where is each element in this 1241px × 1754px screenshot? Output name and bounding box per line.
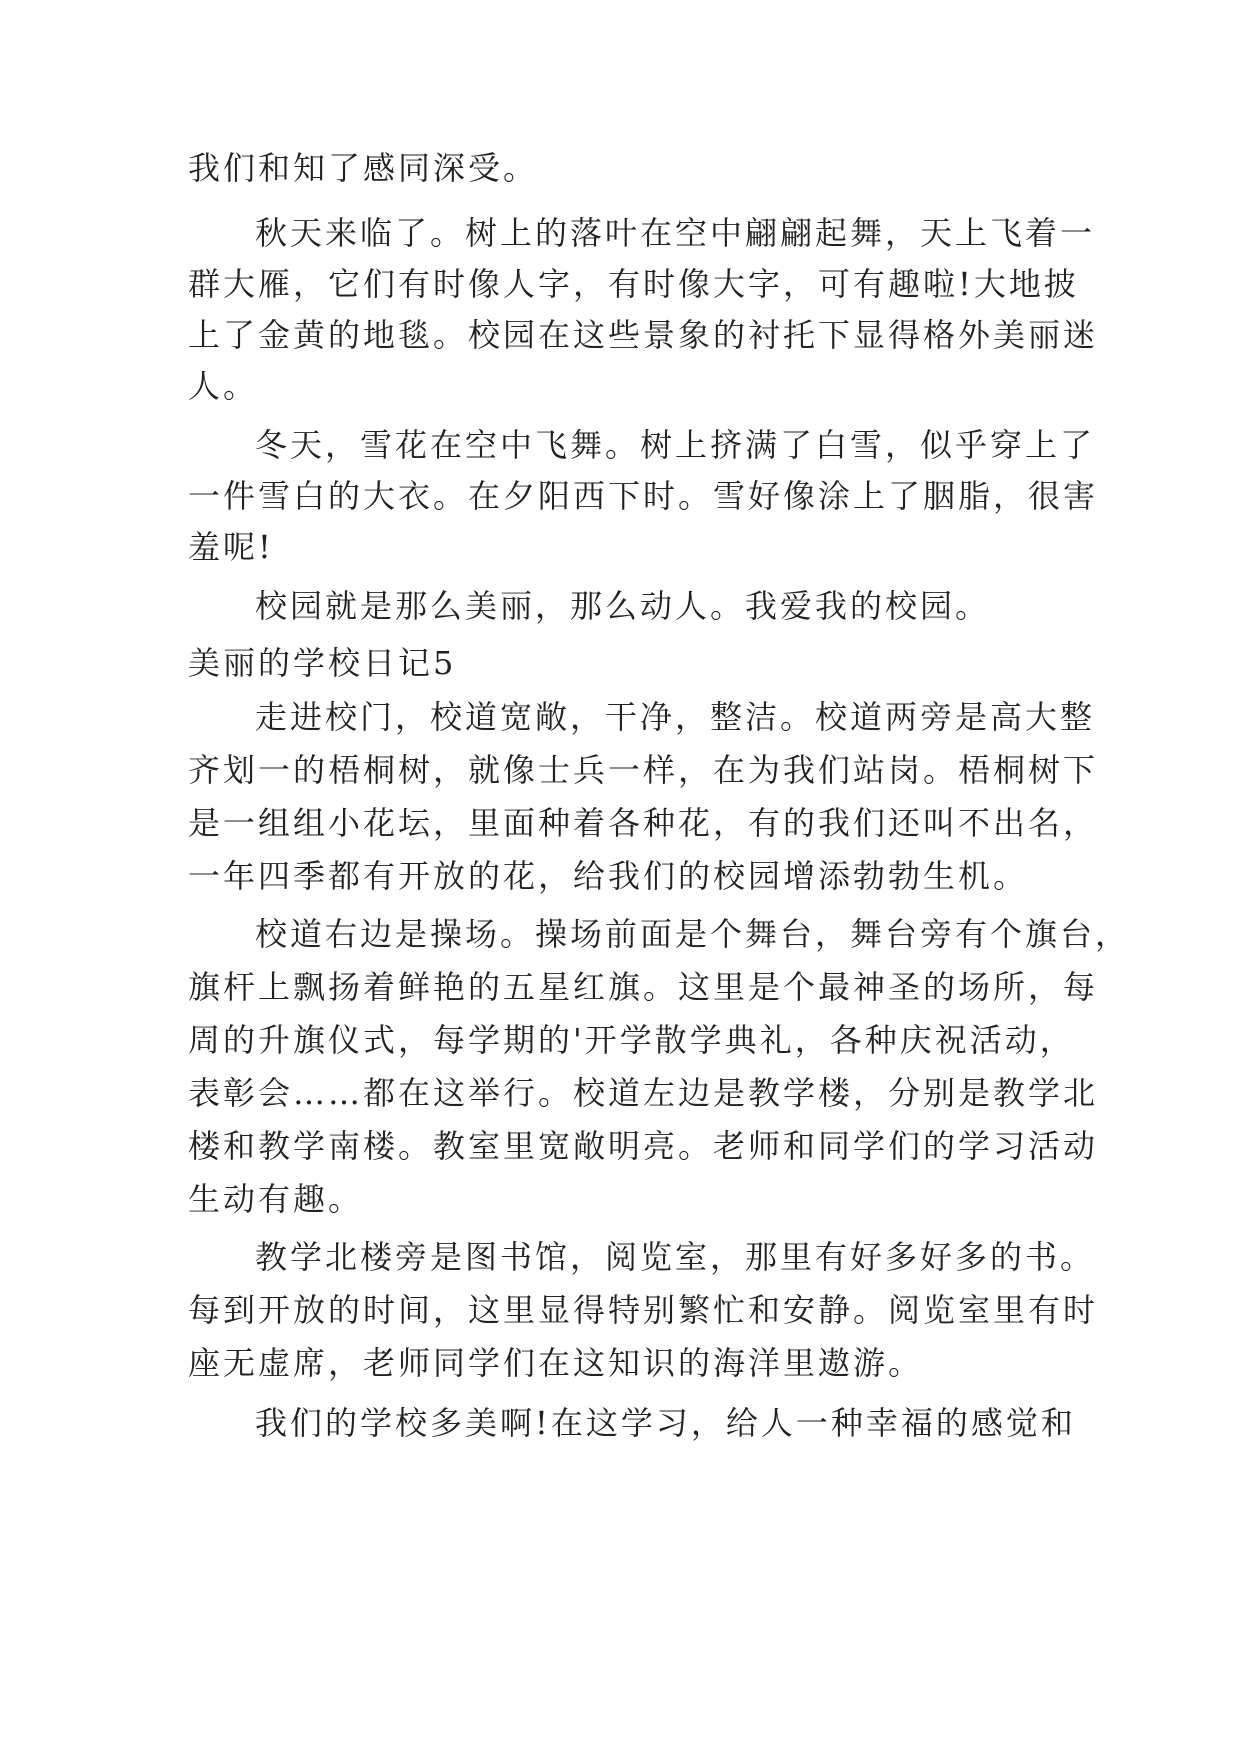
paragraph-start: 冬天，雪花在空中飞舞。树上挤满了白雪，似乎穿上了 [255, 426, 1096, 464]
text-line: 一年四季都有开放的花，给我们的校园增添勃勃生机。 [188, 857, 1029, 895]
text-line: 周的升旗仪式，每学期的'开学散学典礼，各种庆祝活动， [188, 1021, 1075, 1059]
paragraph-start: 我们的学校多美啊!在这学习，给人一种幸福的感觉和 [255, 1404, 1076, 1442]
text-line: 群大雁，它们有时像人字，有时像大字，可有趣啦!大地披 [188, 265, 1079, 303]
text-line: 表彰会……都在这举行。校道左边是教学楼，分别是教学北 [188, 1074, 1099, 1112]
text-line: 楼和教学南楼。教室里宽敞明亮。老师和同学们的学习活动 [188, 1127, 1099, 1165]
text-line: 旗杆上飘扬着鲜艳的五星红旗。这里是个最神圣的场所，每 [188, 968, 1099, 1006]
text-line: 羞呢! [188, 528, 274, 566]
paragraph-start: 秋天来临了。树上的落叶在空中翩翩起舞，天上飞着一 [255, 214, 1096, 252]
text-line: 人。 [188, 367, 259, 405]
text-line: 齐划一的梧桐树，就像士兵一样，在为我们站岗。梧桐树下 [188, 751, 1099, 789]
text-line: 一件雪白的大衣。在夕阳西下时。雪好像涂上了胭脂，很害 [188, 477, 1099, 515]
text-line: 我们和知了感同深受。 [188, 149, 539, 187]
text-line: 生动有趣。 [188, 1180, 364, 1218]
text-line: 上了金黄的地毯。校园在这些景象的衬托下显得格外美丽迷 [188, 316, 1099, 354]
text-line: 是一组组小花坛，里面种着各种花，有的我们还叫不出名， [188, 804, 1099, 842]
paragraph-start: 走进校门，校道宽敞，干净，整洁。校道两旁是高大整 [255, 698, 1096, 736]
section-heading: 美丽的学校日记5 [188, 644, 457, 682]
paragraph-start: 校园就是那么美丽，那么动人。我爱我的校园。 [255, 587, 991, 625]
paragraph-start: 校道右边是操场。操场前面是个舞台，舞台旁有个旗台， [255, 915, 1131, 953]
text-line: 座无虚席，老师同学们在这知识的海洋里遨游。 [188, 1344, 924, 1382]
text-line: 每到开放的时间，这里显得特别繁忙和安静。阅览室里有时 [188, 1291, 1099, 1329]
paragraph-start: 教学北楼旁是图书馆，阅览室，那里有好多好多的书。 [255, 1238, 1096, 1276]
